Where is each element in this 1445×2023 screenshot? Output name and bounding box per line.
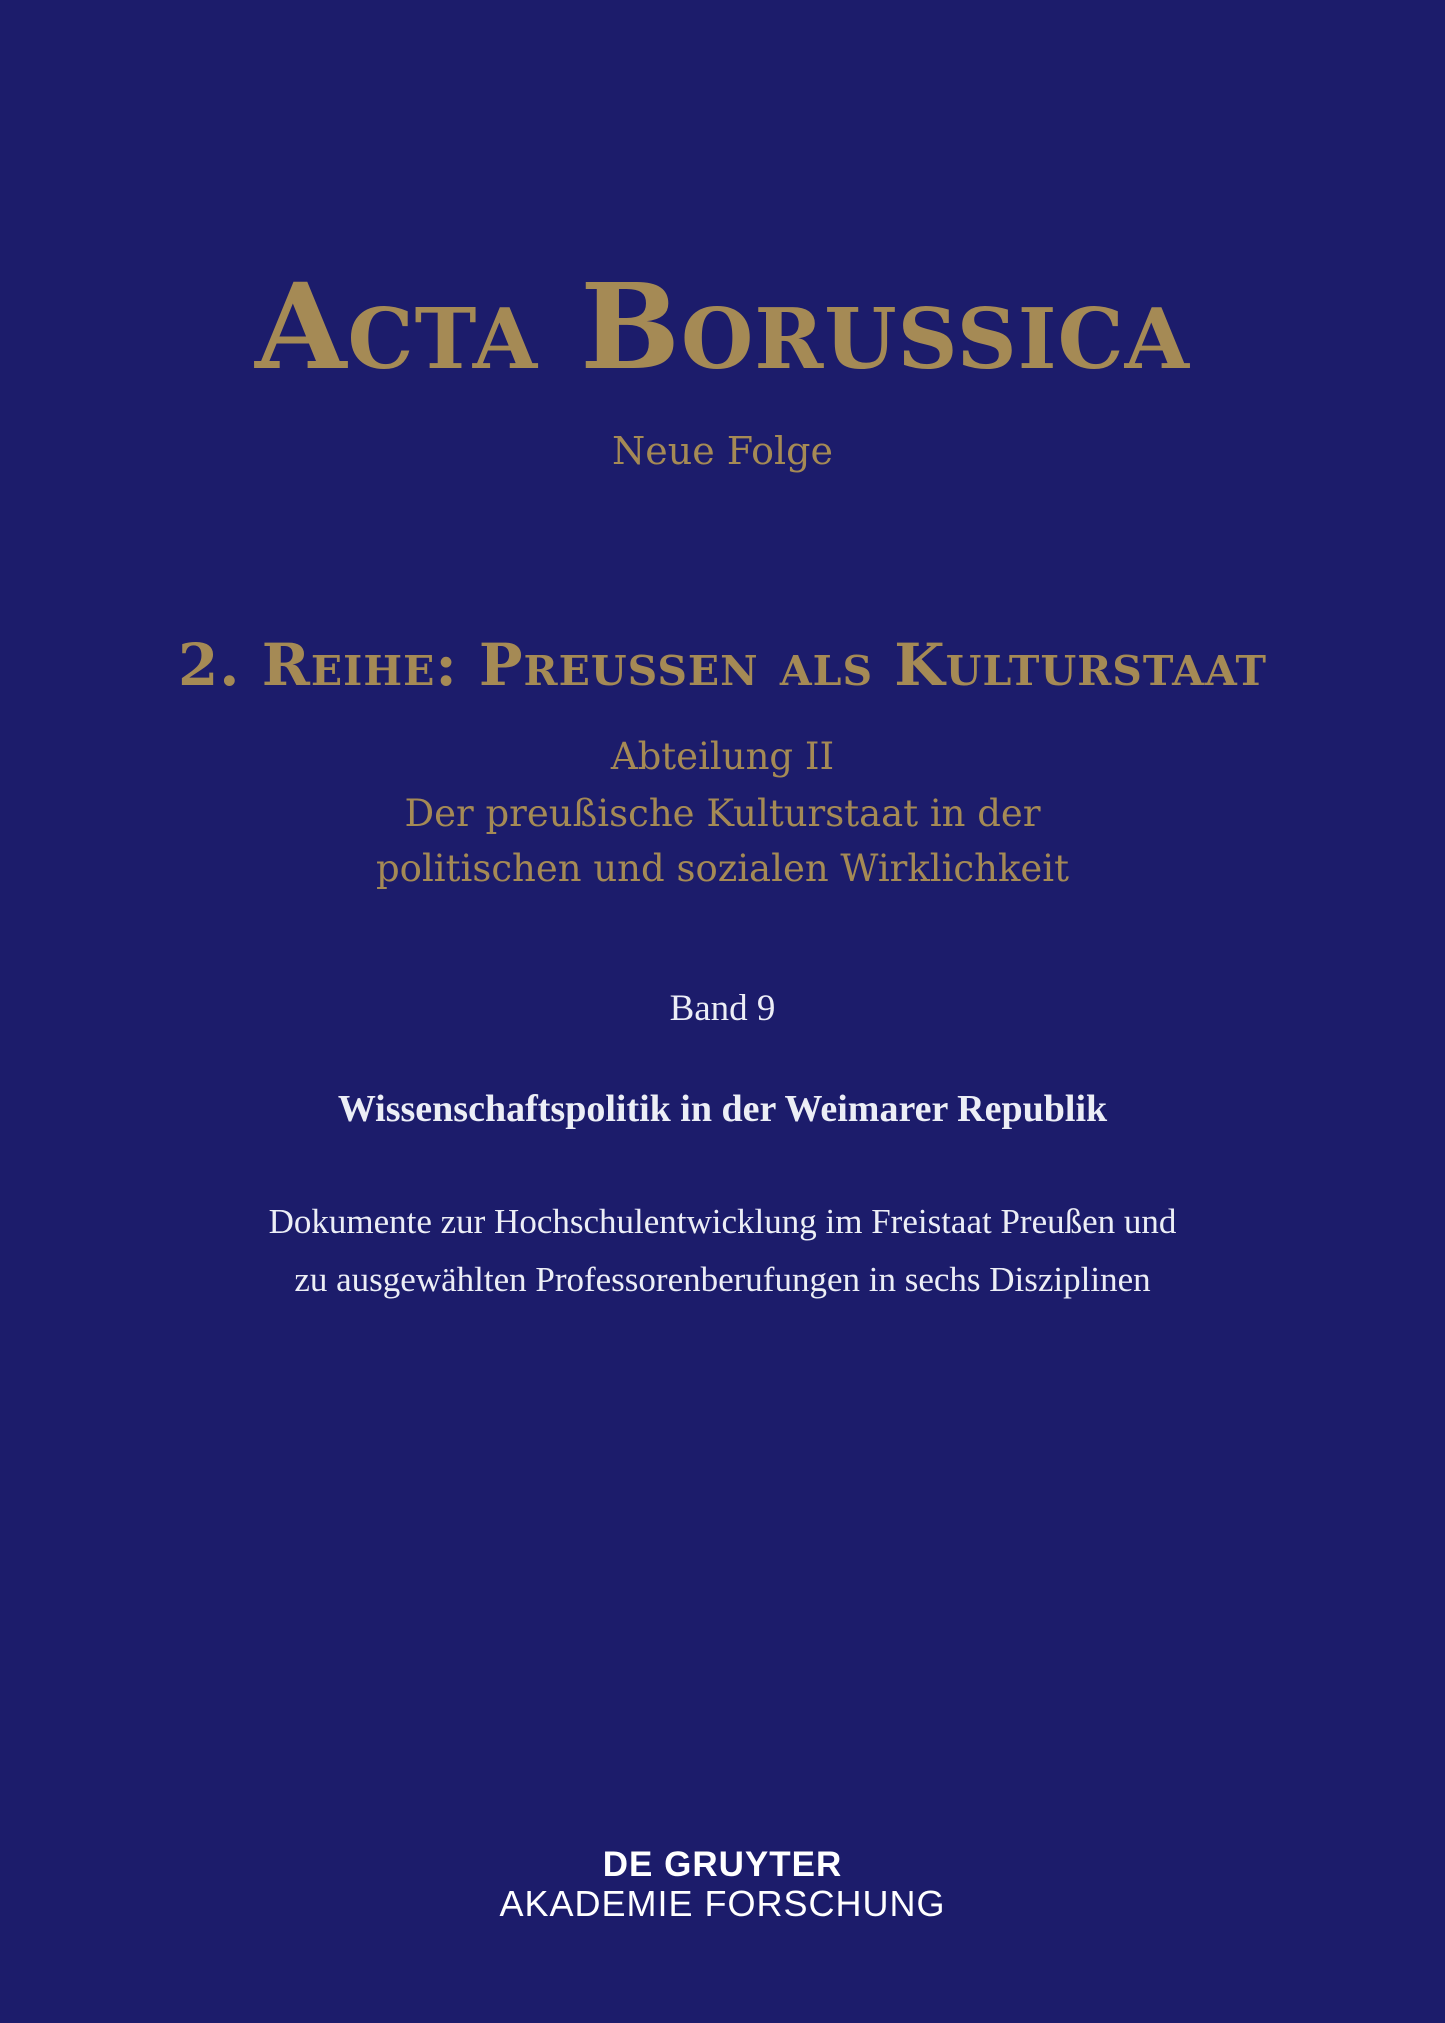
- description-line-1: Dokumente zur Hochschulentwicklung im Freistaat Preußen und: [268, 1202, 1177, 1241]
- section-label: Abteilung II: [610, 735, 835, 778]
- description-line-2: zu ausgewählten Professorenberufungen in sechs Disziplinen: [294, 1260, 1151, 1299]
- series-subtitle: Neue Folge: [612, 429, 833, 473]
- publisher-name: DE GRUYTER: [602, 1845, 843, 1884]
- section-title-line-1: Der preußische Kulturstaat in der: [404, 792, 1041, 835]
- volume-number: Band 9: [669, 988, 776, 1029]
- publisher-block: [0, 1847, 1445, 1922]
- publisher-imprint: AKADEMIE FORSCHUNG: [499, 1883, 946, 1924]
- book-title: Wissenschaftspolitik in der Weimarer Republik: [337, 1088, 1108, 1130]
- series-title: Acta Borussica: [254, 257, 1191, 396]
- section-title-line-2: politischen und sozialen Wirklichkeit: [376, 847, 1069, 890]
- series-row: 2. Reihe: Preussen als Kulturstaat: [177, 631, 1268, 699]
